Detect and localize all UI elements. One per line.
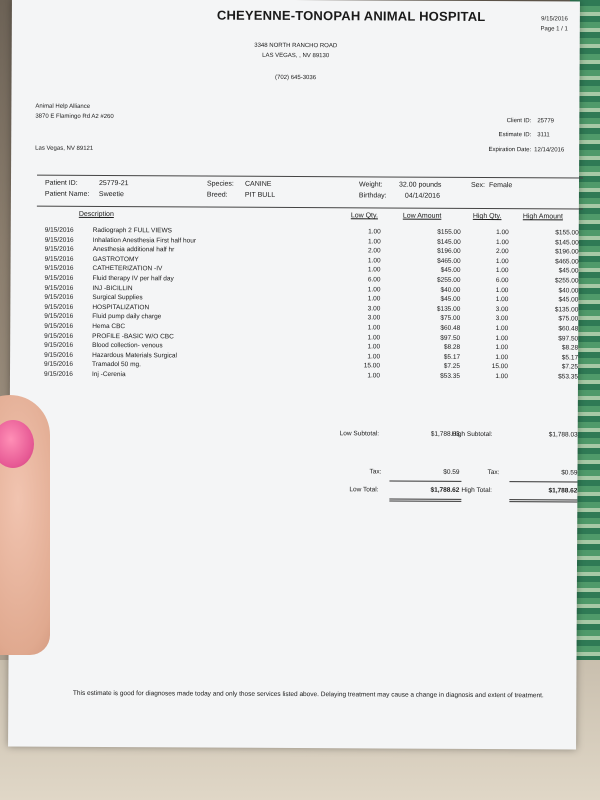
line-item-high-amount: $53.35: [558, 373, 579, 381]
line-item-date: 9/15/2016: [44, 293, 74, 302]
line-item-high-qty: 1.00: [495, 344, 509, 352]
line-item-high-qty: 1.00: [495, 257, 509, 265]
line-item-description: Surgical Supplies: [92, 294, 143, 302]
line-item-high-amount: $8.28: [561, 344, 579, 352]
low-total-label: Low Total:: [349, 486, 379, 494]
line-item-high-amount: $155.00: [555, 229, 579, 237]
line-item-low-amount: $8.28: [443, 343, 461, 352]
birthday: 04/14/2016: [404, 192, 440, 200]
line-item-high-amount: $5.17: [561, 354, 579, 362]
line-item-low-qty: 1.00: [368, 228, 381, 236]
estimate-id: 3111: [537, 132, 550, 139]
patient-name-label: Patient Name:: [44, 190, 90, 198]
line-item-low-qty: 1.00: [367, 343, 381, 351]
line-item-description: Inj -Cerenia: [91, 370, 126, 379]
line-item-high-amount: $135.00: [554, 306, 579, 314]
line-item-low-amount: $135.00: [436, 305, 461, 313]
column-high-qty: High Qty.: [472, 212, 502, 221]
line-item-low-amount: $53.35: [440, 372, 461, 380]
line-item-low-amount: $45.00: [440, 295, 461, 304]
line-item-date: 9/15/2016: [44, 322, 74, 330]
line-item-low-qty: 1.00: [367, 285, 381, 294]
line-item-high-amount: $465.00: [555, 258, 579, 266]
low-total-double-rule: [389, 499, 461, 502]
line-item-high-qty: 6.00: [495, 277, 509, 285]
line-item-description: Hema CBC: [92, 322, 126, 331]
line-item-description: Fluid pump daily charge: [92, 313, 162, 321]
line-item-date: 9/15/2016: [44, 265, 74, 273]
line-item-low-qty: 15.00: [363, 362, 381, 370]
line-item-low-amount: $7.25: [443, 363, 461, 371]
line-item-date: 9/15/2016: [44, 226, 74, 234]
line-item-high-amount: $60.48: [558, 325, 579, 333]
birthday-label: Birthday:: [358, 192, 387, 200]
high-subtotal: $1,788.03: [548, 431, 578, 439]
breed-label: Breed:: [206, 191, 228, 199]
sex: Female: [488, 182, 513, 190]
line-item-low-qty: 1.00: [367, 372, 381, 380]
line-item-date: 9/15/2016: [44, 313, 74, 321]
line-item-low-qty: 6.00: [367, 276, 381, 284]
high-subtotal-label: High Subtotal:: [451, 430, 493, 439]
line-item-low-amount: $5.17: [443, 353, 461, 361]
line-item-description: Tramadol 50 mg.: [92, 361, 141, 369]
line-item-low-qty: 1.00: [367, 324, 381, 332]
page-number: Page 1 / 1: [540, 26, 568, 33]
line-item-high-qty: 1.00: [496, 229, 509, 237]
low-subtotal-label: Low Subtotal:: [339, 430, 380, 438]
low-total: $1,788.62: [430, 486, 460, 494]
line-item-description: Anesthesia additional half hr: [92, 246, 175, 254]
line-item-description: INJ -BICILLIN: [92, 284, 133, 292]
line-item-high-amount: $45.00: [558, 267, 579, 275]
hospital-address-line2: LAS VEGAS, , NV 89130: [262, 52, 330, 60]
estimate-document: [8, 0, 580, 749]
line-item-description: Inhalation Anesthesia First half hour: [92, 236, 197, 245]
footer-disclaimer: This estimate is good for diagnoses made today and only those services listed above. Delaying treatment may cause a change in diagnosis and extent of treatment.: [72, 689, 544, 700]
line-item-high-qty: 1.00: [495, 373, 509, 381]
line-item-high-amount: $7.25: [561, 363, 579, 371]
species: CANINE: [244, 180, 272, 188]
line-item-date: 9/15/2016: [44, 361, 73, 369]
line-item-low-qty: 3.00: [367, 305, 381, 313]
line-item-low-qty: 1.00: [367, 295, 381, 303]
client-name: Animal Help Alliance: [35, 103, 91, 110]
line-item-date: 9/15/2016: [44, 245, 74, 254]
line-item-high-qty: 1.00: [495, 296, 509, 304]
line-item-low-qty: 1.00: [367, 333, 381, 342]
line-item-high-qty: 1.00: [495, 334, 509, 342]
patient-id: 25779-21: [98, 179, 129, 188]
breed: PIT BULL: [244, 191, 276, 199]
line-item-low-amount: $196.00: [437, 247, 461, 256]
line-item-high-qty: 1.00: [495, 353, 509, 361]
column-low-qty: Low Qty.: [350, 212, 378, 220]
line-item-high-amount: $40.00: [558, 286, 579, 295]
line-item-description: Fluid therapy IV per half day: [92, 274, 174, 283]
client-city: Las Vegas, NV 89121: [35, 145, 94, 152]
high-total-double-rule: [509, 499, 577, 502]
line-item-low-amount: $75.00: [440, 315, 461, 323]
line-item-low-amount: $60.48: [440, 324, 461, 332]
line-item-low-qty: 2.00: [367, 247, 381, 255]
line-item-high-qty: 3.00: [495, 305, 509, 313]
hospital-name: CHEYENNE-TONOPAH ANIMAL HOSPITAL: [216, 7, 486, 24]
line-item-low-qty: 1.00: [368, 237, 381, 246]
patient-id-label: Patient ID:: [44, 179, 78, 187]
line-item-low-amount: $45.00: [440, 267, 461, 275]
line-item-high-amount: $97.50: [558, 334, 579, 343]
line-item-row: [10, 371, 578, 383]
estimate-id-label: Estimate ID:: [498, 132, 532, 139]
line-item-description: Hazardous Materials Surgical: [92, 351, 178, 360]
hospital-phone: (702) 645-3036: [275, 74, 317, 82]
line-item-date: 9/15/2016: [44, 332, 74, 340]
client-id-label: Client ID:: [506, 118, 532, 125]
line-item-low-amount: $97.50: [440, 334, 461, 342]
line-item-low-amount: $155.00: [437, 228, 461, 236]
column-low-amount: Low Amount: [402, 212, 442, 220]
column-high-amount: High Amount: [522, 213, 563, 221]
high-tax-label: Tax:: [487, 469, 500, 477]
line-item-low-qty: 3.00: [367, 314, 381, 322]
line-item-high-qty: 1.00: [496, 238, 509, 246]
line-item-low-qty: 1.00: [367, 266, 381, 274]
line-item-high-qty: 3.00: [495, 315, 509, 323]
line-item-description: Blood collection- venous: [92, 342, 163, 350]
low-total-rule: [389, 481, 461, 482]
line-item-low-amount: $40.00: [440, 286, 461, 294]
line-item-low-amount: $465.00: [437, 257, 461, 265]
line-item-date: 9/15/2016: [44, 303, 74, 311]
document-date: 9/15/2016: [541, 16, 568, 23]
line-item-low-amount: $145.00: [437, 238, 461, 246]
line-item-high-amount: $75.00: [558, 315, 579, 323]
line-item-high-qty: 2.00: [495, 248, 509, 256]
line-item-high-amount: $255.00: [554, 277, 579, 285]
low-subtotal: $1,788.03: [430, 430, 460, 438]
client-id: 25779: [537, 118, 555, 125]
sex-label: Sex:: [470, 181, 486, 189]
line-item-description: PROFILE -BASIC W/O CBC: [92, 332, 174, 340]
weight: 32.00 pounds: [398, 181, 442, 189]
line-item-date: 9/15/2016: [44, 351, 74, 359]
line-item-description: HOSPITALIZATION: [92, 303, 150, 312]
line-item-high-qty: 15.00: [491, 363, 509, 371]
line-item-date: 9/15/2016: [44, 341, 74, 350]
weight-label: Weight:: [358, 181, 383, 189]
expiration-label: Expiration Date:: [488, 147, 532, 154]
expiration-date: 12/14/2016: [534, 147, 565, 154]
line-item-low-amount: $255.00: [436, 276, 461, 284]
line-item-high-qty: 1.00: [495, 325, 509, 333]
high-total: $1,788.62: [548, 487, 578, 495]
line-item-high-amount: $45.00: [558, 296, 579, 304]
low-tax: $0.59: [443, 468, 460, 476]
line-item-date: 9/15/2016: [43, 370, 73, 378]
line-item-low-qty: 1.00: [367, 353, 381, 361]
line-item-date: 9/15/2016: [44, 255, 74, 263]
line-item-description: Radiograph 2 FULL VIEWS: [92, 226, 173, 235]
line-item-description: GASTROTOMY: [92, 255, 139, 263]
line-item-description: CATHETERIZATION -IV: [92, 265, 163, 273]
line-item-low-qty: 1.00: [367, 257, 381, 265]
client-street: 3870 E Flamingo Rd A2 #260: [35, 113, 114, 121]
line-item-high-amount: $145.00: [555, 238, 579, 247]
line-item-date: 9/15/2016: [44, 236, 74, 244]
line-item-high-qty: 1.00: [495, 267, 509, 275]
line-item-date: 9/15/2016: [44, 274, 74, 282]
high-total-label: High Total:: [461, 486, 493, 495]
line-item-high-qty: 1.00: [495, 286, 509, 294]
high-tax: $0.59: [561, 469, 578, 477]
species-label: Species:: [206, 180, 234, 188]
low-tax-label: Tax:: [369, 468, 382, 476]
column-description: Description: [78, 210, 114, 219]
high-total-rule: [509, 481, 577, 482]
patient-name: Sweetie: [98, 190, 124, 199]
line-item-high-amount: $196.00: [555, 248, 579, 256]
line-item-date: 9/15/2016: [44, 284, 74, 292]
hospital-address-line1: 3348 NORTH RANCHO ROAD: [254, 42, 338, 50]
